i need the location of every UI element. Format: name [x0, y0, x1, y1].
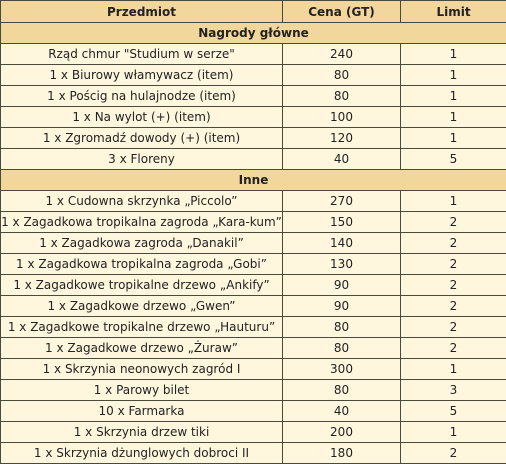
cell-limit: 2	[401, 233, 506, 254]
table-row	[1, 191, 506, 212]
table-row	[1, 149, 506, 170]
cell-limit: 5	[401, 149, 506, 170]
section-row	[1, 23, 506, 44]
cell-price: 90	[283, 296, 401, 317]
header-item: Przedmiot	[1, 1, 283, 23]
cell-limit: 5	[401, 401, 506, 422]
cell-item: 1 x Skrzynia neonowych zagród I	[1, 359, 283, 380]
table-row	[1, 338, 506, 359]
cell-price: 40	[283, 401, 401, 422]
cell-item: 1 x Na wylot (+) (item)	[1, 107, 283, 128]
table-row	[1, 254, 506, 275]
table-header-row	[1, 1, 506, 23]
table-row	[1, 44, 506, 65]
cell-limit: 1	[401, 86, 506, 107]
cell-item: Rząd chmur "Studium w serze"	[1, 44, 283, 65]
table-row	[1, 212, 506, 233]
cell-item: 1 x Skrzynia drzew tiki	[1, 422, 283, 443]
cell-item: 1 x Biurowy włamywacz (item)	[1, 65, 283, 86]
cell-limit: 1	[401, 44, 506, 65]
cell-item: 1 x Zagadkowa tropikalna zagroda „Kara-kum”	[1, 212, 283, 233]
cell-limit: 3	[401, 380, 506, 401]
table-row	[1, 443, 506, 464]
cell-price: 80	[283, 317, 401, 338]
header-price: Cena (GT)	[283, 1, 401, 23]
price-table-body	[1, 1, 506, 464]
cell-price: 240	[283, 44, 401, 65]
cell-item: 1 x Cudowna skrzynka „Piccolo”	[1, 191, 283, 212]
cell-limit: 2	[401, 254, 506, 275]
table-row	[1, 128, 506, 149]
cell-item: 1 x Zagadkowa tropikalna zagroda „Gobi”	[1, 254, 283, 275]
cell-item: 10 x Farmarka	[1, 401, 283, 422]
cell-item: 3 x Floreny	[1, 149, 283, 170]
cell-item: 1 x Parowy bilet	[1, 380, 283, 401]
cell-limit: 2	[401, 317, 506, 338]
cell-price: 270	[283, 191, 401, 212]
cell-price: 80	[283, 86, 401, 107]
cell-item: 1 x Zagadkowa zagroda „Danakil”	[1, 233, 283, 254]
table-row	[1, 359, 506, 380]
cell-limit: 1	[401, 359, 506, 380]
cell-limit: 2	[401, 443, 506, 464]
table-row	[1, 422, 506, 443]
cell-price: 200	[283, 422, 401, 443]
table-row	[1, 86, 506, 107]
cell-price: 40	[283, 149, 401, 170]
section-row	[1, 170, 506, 191]
table-row	[1, 233, 506, 254]
table-row	[1, 296, 506, 317]
cell-price: 120	[283, 128, 401, 149]
cell-price: 80	[283, 380, 401, 401]
cell-limit: 1	[401, 422, 506, 443]
cell-item: 1 x Skrzynia dżunglowych dobroci II	[1, 443, 283, 464]
cell-price: 80	[283, 65, 401, 86]
table-row	[1, 380, 506, 401]
cell-price: 150	[283, 212, 401, 233]
cell-price: 80	[283, 338, 401, 359]
cell-limit: 2	[401, 296, 506, 317]
cell-item: 1 x Zagadkowe drzewo „Gwen”	[1, 296, 283, 317]
cell-limit: 2	[401, 338, 506, 359]
cell-price: 140	[283, 233, 401, 254]
cell-item: 1 x Zgromadź dowody (+) (item)	[1, 128, 283, 149]
header-limit: Limit	[401, 1, 506, 23]
cell-price: 100	[283, 107, 401, 128]
table-row	[1, 275, 506, 296]
cell-limit: 1	[401, 128, 506, 149]
cell-price: 300	[283, 359, 401, 380]
cell-item: 1 x Zagadkowe tropikalne drzewo „Ankify”	[1, 275, 283, 296]
cell-limit: 1	[401, 191, 506, 212]
cell-price: 90	[283, 275, 401, 296]
cell-price: 130	[283, 254, 401, 275]
section-title: Inne	[1, 170, 506, 191]
cell-limit: 1	[401, 107, 506, 128]
table-row	[1, 107, 506, 128]
cell-limit: 1	[401, 65, 506, 86]
cell-limit: 2	[401, 212, 506, 233]
cell-item: 1 x Pościg na hulajnodze (item)	[1, 86, 283, 107]
section-title: Nagrody główne	[1, 23, 506, 44]
table-row	[1, 65, 506, 86]
cell-item: 1 x Zagadkowe drzewo „Żuraw”	[1, 338, 283, 359]
cell-price: 180	[283, 443, 401, 464]
table-row	[1, 401, 506, 422]
cell-limit: 2	[401, 275, 506, 296]
table-row	[1, 317, 506, 338]
cell-item: 1 x Zagadkowe tropikalne drzewo „Hauturu”	[1, 317, 283, 338]
